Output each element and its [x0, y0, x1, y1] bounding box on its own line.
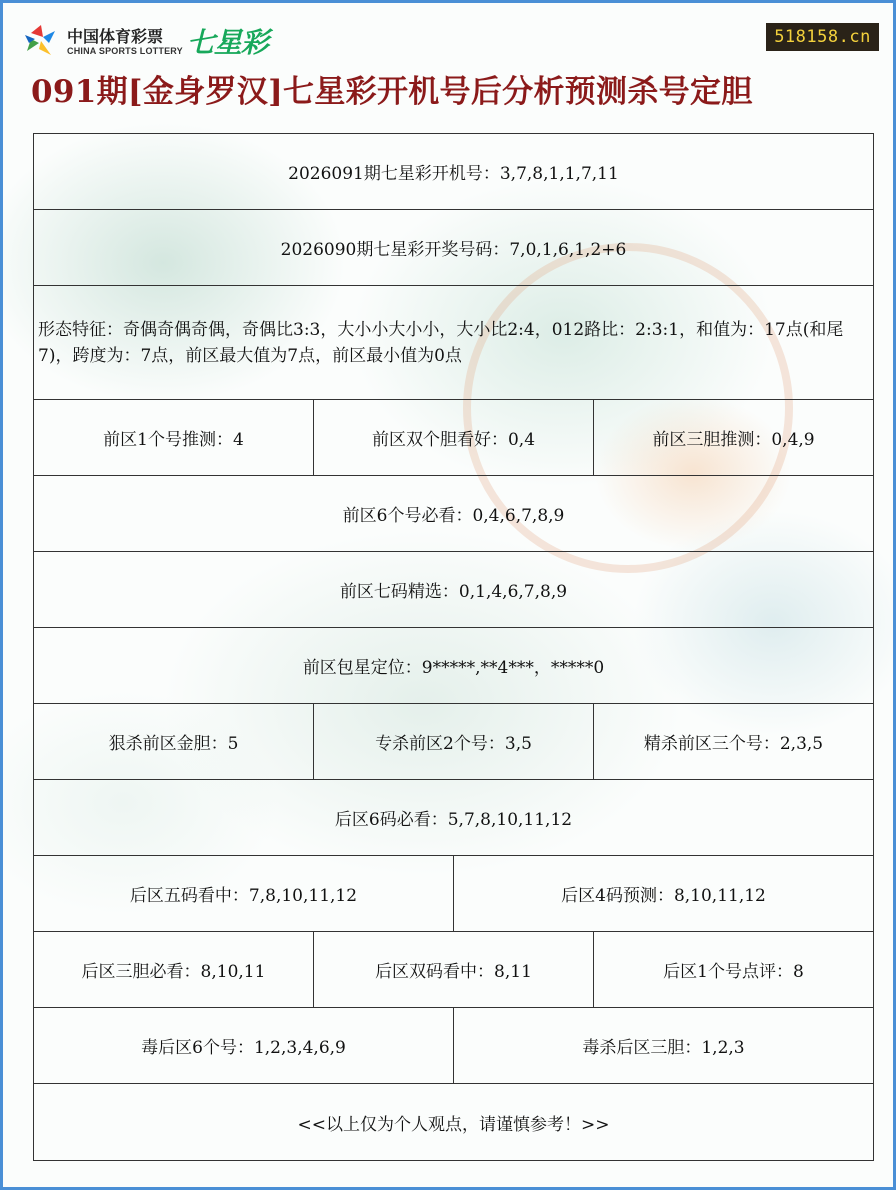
table-cell: 后区三胆必看：8,10,11	[34, 932, 314, 1007]
page-title: 091期[金身罗汉]七星彩开机号后分析预测杀号定胆	[31, 74, 753, 110]
table-row	[34, 780, 873, 856]
table-cell: 后区4码预测：8,10,11,12	[561, 886, 766, 906]
table-cell: 前区双个胆看好：0,4	[314, 400, 594, 475]
logo-english-text: CHINA SPORTS LOTTERY	[67, 45, 183, 56]
table-row	[34, 552, 873, 628]
table-cell: 前区6个号必看：0,4,6,7,8,9	[342, 506, 565, 526]
table-row	[34, 476, 873, 552]
table-row	[34, 1008, 873, 1084]
table-cell: 前区七码精选：0,1,4,6,7,8,9	[339, 582, 568, 602]
table-cell: 专杀前区2个号：3,5	[314, 704, 594, 779]
table-row	[34, 210, 873, 286]
table-row	[34, 704, 873, 780]
table-row	[34, 134, 873, 210]
table-cell: 后区6码必看：5,7,8,10,11,12	[334, 810, 573, 830]
table-cell: 后区双码看中：8,11	[314, 932, 594, 1007]
table-cell: 前区包星定位：9*****,**4***，*****0	[302, 658, 605, 678]
table-cell: 形态特征：奇偶奇偶奇偶，奇偶比3:3，大小小大小小，大小比2:4，012路比：2:3:1，和值为：17点(和尾7)，跨度为：7点，前区最大值为7点，前区最小值为0点	[38, 319, 844, 366]
table-cell: 精杀前区三个号：2,3,5	[643, 734, 824, 754]
logo-chinese-text: 中国体育彩票	[67, 26, 164, 46]
table-cell: 前区三胆推测：0,4,9	[652, 430, 815, 450]
table-cell: 2026091期七星彩开机号：3,7,8,1,1,7,11	[288, 164, 619, 184]
table-row	[34, 286, 873, 400]
table-cell: 后区1个号点评：8	[663, 962, 804, 982]
table-cell: 2026090期七星彩开奖号码：7,0,1,6,1,2+6	[280, 240, 627, 260]
table-cell: 前区1个号推测：4	[34, 400, 314, 475]
table-row	[34, 932, 873, 1008]
lottery-logo	[21, 21, 268, 61]
logo-brand-text: 七星彩	[186, 26, 268, 59]
table-row	[34, 856, 873, 932]
table-cell: 毒杀后区三胆：1,2,3	[582, 1038, 745, 1058]
table-row	[34, 1084, 873, 1160]
disclaimer-text: <<以上仅为个人观点，请谨慎参考！>>	[297, 1114, 610, 1135]
table-cell: 狠杀前区金胆：5	[34, 704, 314, 779]
table-cell: 毒后区6个号：1,2,3,4,6,9	[34, 1008, 454, 1083]
table-cell: 后区五码看中：7,8,10,11,12	[34, 856, 454, 931]
prediction-table	[33, 133, 874, 1161]
star-logo-icon	[21, 21, 61, 61]
table-row	[34, 628, 873, 704]
site-badge[interactable]: 518158.cn	[766, 23, 879, 51]
table-row	[34, 400, 873, 476]
